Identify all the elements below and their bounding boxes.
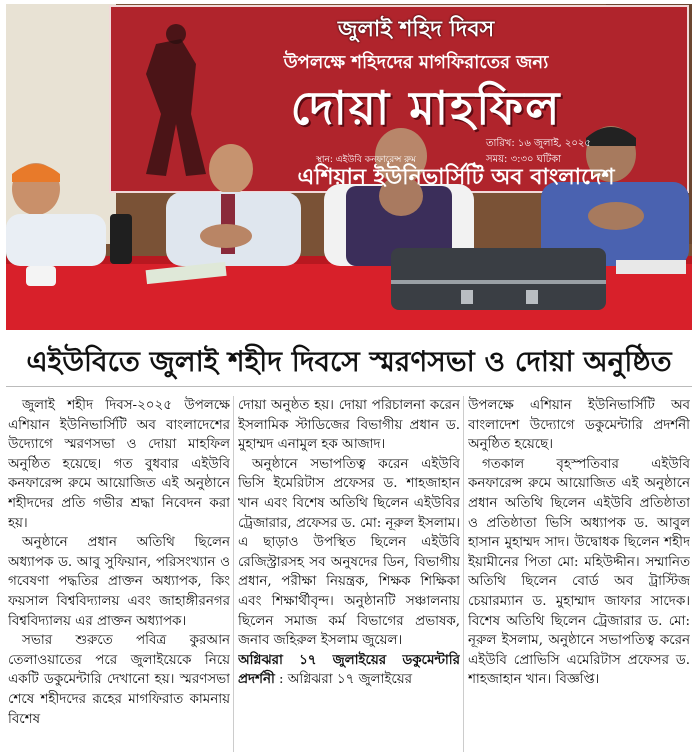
- column-divider: [233, 396, 234, 752]
- banner-title-top: জুলাই শহিদ দিবস: [337, 17, 495, 42]
- banner-organization: এশিয়ান ইউনিভার্সিটি অব বাংলাদেশ: [297, 165, 615, 190]
- article-column-3: [468, 396, 690, 752]
- paragraph: গতকাল বৃহস্পতিবার এইউবি কনফারেন্স রুমে আয়োজিত এই অনুষ্ঠানে প্রধান অতিথি ছিলেন এইউবি প্রতিষ্ঠাতা ও প্রতিষ্ঠাতা ভিসি অধ্যাপক ড. আবুল হাসান মুহাম্মদ সাদ। উদ্বোধক ছিলেন শহীদ ইয়ামীনের পিতা মো: মহিউদ্দীন। সম্মানিত অতিথি ছিলেন বোর্ড অব ট্রাস্টিজ চেয়ারম্যান ড. মুহাম্মাদ জাফার সাদেক। বিশেষ অতিথি ছিলেন ট্রেজারার ড. মো: নূরুল ইসলাম, অনুষ্ঠানে সভাপতিত্ব করেন এইউবি প্রোভিসি এমেরিটাস প্রফেসর ড. শাহজাহান খান। বিজ্ঞপ্তি।: [468, 456, 690, 688]
- subheading: অগ্নিঝরা ১৭ জুলাইয়ের ডকুমেন্টারি প্রদর্শনী: [238, 651, 460, 688]
- paragraph: অনুষ্ঠানে সভাপতিত্ব করেন এইউবি ভিসি ইমেরিটাস প্রফেসর ড. শাহজাহান খান এবং বিশেষ অতিথি ছিলেন এইউবির ট্রেজারার, প্রফেসর ড. মো: নূরুল ইসলাম। এ ছাড়াও উপস্থিত ছিলেন এইউবি রেজিস্ট্রারসহ সব অনুষদের ডিন, বিভাগীয় প্রধান, পরীক্ষা নিয়ন্ত্রক, শিক্ষক শিক্ষিকা এবং শিক্ষার্থীবৃন্দ। অনুষ্ঠানটি সঞ্চালনায় ছিলেন সমাজ কর্ম বিভাগের প্রভাষক, জনাব জহিরুল ইসলাম জুয়েল।: [238, 456, 460, 649]
- paragraph: উপলক্ষে এশিয়ান ইউনিভার্সিটি অব বাংলাদেশ উদ্যোগে ডকুমেন্টারি প্রদর্শনী অনুষ্ঠিত হয়েছে।: [468, 398, 690, 453]
- banner-main-title: দোয়া মাহফিল: [290, 81, 562, 135]
- paragraph: অনুষ্ঠানে প্রধান অতিথি ছিলেন অধ্যাপক ড. আবু সুফিয়ান, পরিসংখ্যান ও গবেষণা পদ্ধতির প্রাক্তন অধ্যাপক, কিং ফয়সাল বিশ্ববিদ্যালয় এবং জাহাঙ্গীরনগর বিশ্ববিদ্যালয় এর প্রাক্তন অধ্যাপক।: [8, 535, 230, 629]
- article-column-2: [238, 396, 460, 752]
- event-photo: [6, 4, 692, 330]
- banner-subtitle: উপলক্ষে শহিদদের মাগফিরাতের জন্য: [283, 52, 549, 73]
- briefcase: [391, 248, 606, 310]
- paragraph: সভার শুরুতে পবিত্র কুরআন তেলাওয়াতের পরে জুলাইয়েকে নিয়ে একটি ডকুমেন্টারি দেখানো হয়। স্মরণসভা শেষে শহীদদের রূহের মাগফিরাত কামনায় বিশেষ: [8, 633, 230, 727]
- column-divider: [463, 396, 464, 752]
- article-headline: এইউবিতে জুলাই শহীদ দিবসে স্মরণসভা ও দোয়া অনুষ্ঠিত: [6, 338, 692, 387]
- paragraph: দোয়া অনুষ্ঠত হয়। দোয়া পরিচালনা করেন ইসলামিক স্টাডিজের বিভাগীয় প্রধান ড. মুহাম্মদ এনামুল হক আজাদ।: [238, 398, 460, 453]
- banner-venue: স্থান: এইউবি কনফারেন্স রুম: [315, 155, 417, 165]
- subheading-tail: : অগ্নিঝরা ১৭ জুলাইয়ের: [274, 672, 413, 688]
- paragraph: জুলাই শহীদ দিবস-২০২৫ উপলক্ষে এশিয়ান ইউনিভার্সিটি অব বাংলাদেশের উদ্যোগে স্মরণসভা ও দোয়া মাহফিল অনুষ্ঠিত হয়েছে। গত বুধবার এইউবি কনফারেন্স রুমে আয়োজিত এই অনুষ্ঠানে শহীদদের প্রতি গভীর শ্রদ্ধা নিবেদন করা হয়।: [8, 398, 230, 531]
- subheading-paragraph: [238, 651, 460, 690]
- banner-time: সময়: ৩:৩০ ঘটিকা: [486, 154, 562, 165]
- article-column-1: [8, 396, 230, 752]
- banner-date: তারিখ: ১৬ জুলাই, ২০২৫: [486, 138, 591, 149]
